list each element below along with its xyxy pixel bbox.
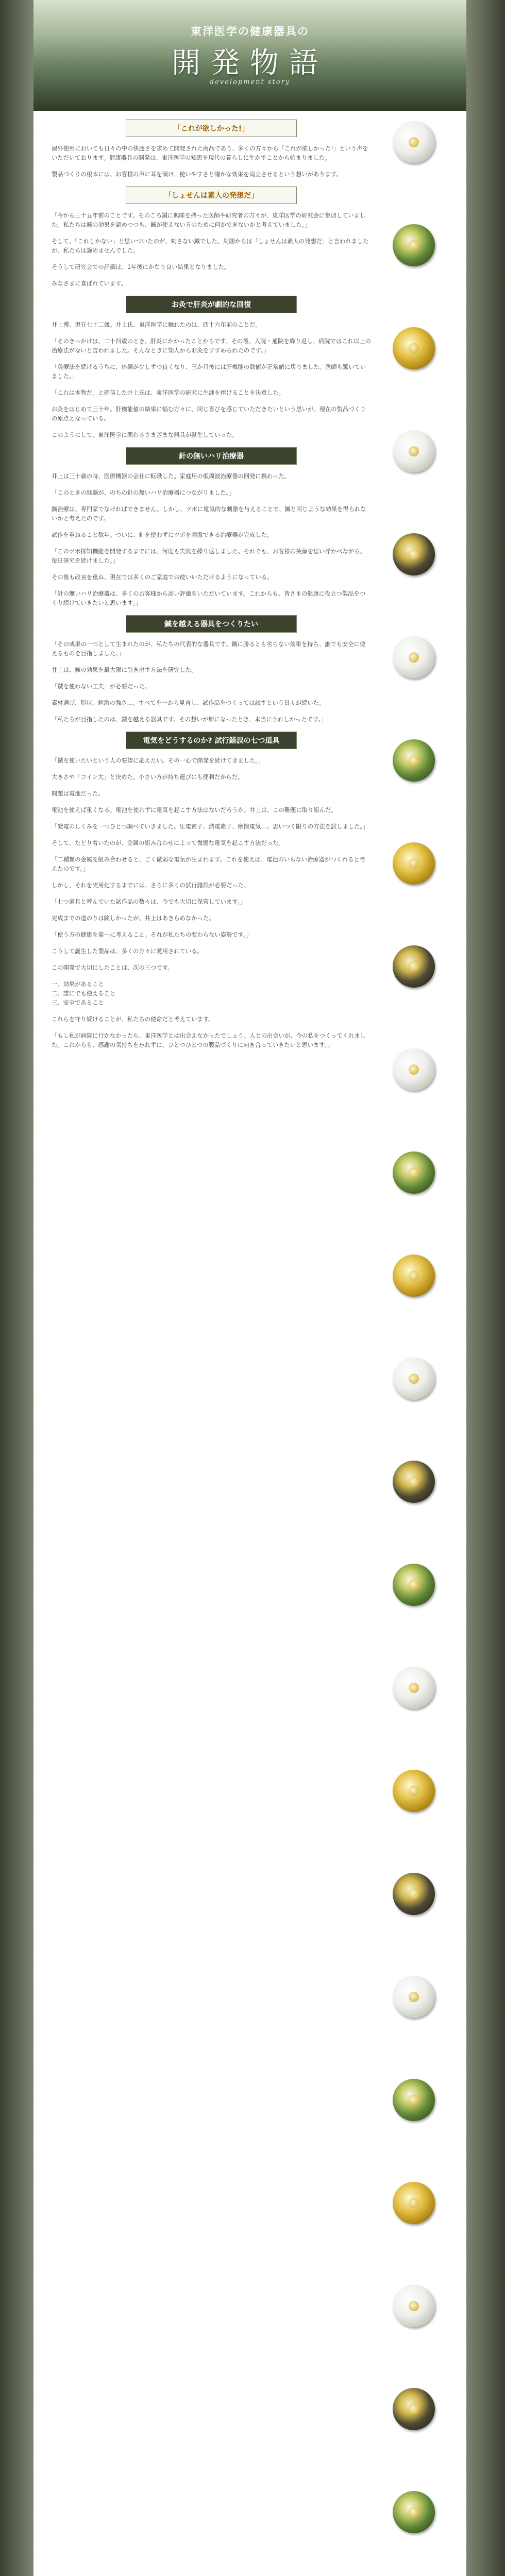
product-center-stud	[409, 2095, 419, 2105]
product-center-stud	[409, 1477, 419, 1487]
section-paragraph: 屋外使用においても日々の中の快適さを求めて開発された商品であり、多くの方々から「これが欲しかった!」という声をいただいております。健康器具の開発は、東洋医学の知恵を現代の暮らしに生かすことから始まりました。	[52, 145, 368, 161]
product-image	[393, 1667, 435, 1709]
section-paragraph: 「このツボ探知機能を開発するまでには、何度も失敗を繰り返しました。それでも、お客様の笑顔を思い浮かべながら、毎日研究を続けました。」	[52, 548, 366, 564]
section-paragraph: みなさまに喜ばれています。	[52, 280, 127, 287]
product-image	[393, 1255, 435, 1297]
product-center-stud	[409, 2301, 419, 2311]
product-image	[393, 1358, 435, 1400]
product-image	[393, 842, 435, 885]
section-paragraph: 「鍼を使わない工夫」が必要だった。	[52, 683, 151, 690]
product-image	[393, 1048, 435, 1091]
product-image	[393, 739, 435, 782]
product-center-stud	[409, 137, 419, 147]
section-paragraph: 「針の無いハリ治療器は、多くのお客様から高い評価をいただいています。これからも、皆さまの健康に役立つ製品をつくり続けていきたいと思います。」	[52, 590, 366, 606]
section-paragraph: 製品づくりの根本には、お客様の声に耳を傾け、使いやすさと確かな効果を両立させるという想いがあります。	[52, 171, 342, 178]
product-image	[393, 327, 435, 369]
section-paragraph: 試作を重ねること数年。ついに、針を使わずにツボを刺激できる治療器が完成した。	[52, 532, 273, 538]
section-paragraph: 一、効果があること 二、誰にでも使えること 三、安全であること	[52, 981, 116, 1006]
section-paragraph: そうして研究会での評価は、1年後にかなり良い結果となりました。	[52, 264, 230, 270]
product-center-stud	[409, 1889, 419, 1899]
article-body	[52, 112, 371, 2576]
section-paragraph: 「七つ道具と呼んでいた試作品の数々は、今でも大切に保管しています。」	[52, 899, 246, 905]
right-decorative-band	[466, 0, 505, 2576]
header-subtitle: 東洋医学の健康器具の	[191, 25, 309, 38]
section-paragraph: 素材選び、形状、刺激の強さ…。すべてを一から見直し、試作品をつくっては試すという日々が続いた。	[52, 700, 325, 706]
section-paragraph: しかし、それを実用化するまでには、さらに多くの試行錯誤が必要だった。	[52, 882, 250, 889]
product-center-stud	[409, 2404, 419, 2414]
section-heading: 鍼を越える器具をつくりたい	[126, 615, 297, 633]
product-center-stud	[409, 240, 419, 250]
product-center-stud	[409, 1580, 419, 1590]
section-heading: 「これが欲しかった!」	[126, 120, 297, 137]
product-center-stud	[409, 1786, 419, 1796]
section-heading: 電気をどうするのか? 試行錯誤の七つ道具	[126, 732, 297, 749]
section-paragraph: 井上博、現在七十二歳。井上氏、東洋医学に触れたのは、四十六年前のことだ。	[52, 321, 261, 328]
product-image	[393, 2182, 435, 2224]
product-center-stud	[409, 2507, 419, 2517]
section-paragraph: これらを守り続けることが、私たちの使命だと考えています。	[52, 1016, 214, 1023]
product-image	[393, 1151, 435, 1194]
product-center-stud	[409, 1374, 419, 1384]
section-heading: お灸で肝炎が劇的な回復	[126, 296, 297, 313]
product-center-stud	[409, 446, 419, 456]
section-paragraph: 「発電のしくみを一つひとつ調べていきました。圧電素子、熱電素子、摩擦電気…。思いつく限りの方法を試しました。」	[52, 823, 369, 830]
product-image	[393, 945, 435, 988]
product-center-stud	[409, 755, 419, 766]
section-paragraph: 「その成果の一つとして生まれたのが、私たちの代表的な器具です。鍼に勝るとも劣らない効果を持ち、誰でも安全に使えるものを目指しました。」	[52, 641, 366, 657]
section-paragraph: 「そのきっかけは、二十四歳のとき、肝炎にかかったことからです。その後、入院・通院を繰り返し、病院ではこれ以上の治療法がないと言われました。そんなときに知人からお灸をすすめられたのです。」	[52, 338, 371, 354]
product-center-stud	[409, 652, 419, 663]
section-paragraph: 「もし私が病院に行かなかったら、東洋医学とは出会えなかったでしょう。人との出会いが、今の私をつくってくれました。これからも、感謝の気持ちを忘れずに、ひとつひとつの製品づくりに向き合っていきたいと思います。」	[52, 1032, 366, 1048]
product-center-stud	[409, 858, 419, 869]
product-image	[393, 121, 435, 163]
product-center-stud	[409, 1064, 419, 1075]
product-center-stud	[409, 2198, 419, 2208]
section-paragraph: このようにして、東洋医学に関わるさまざまな器具が誕生していった。	[52, 432, 238, 438]
product-center-stud	[409, 1167, 419, 1178]
product-center-stud	[409, 1992, 419, 2002]
product-image	[393, 1873, 435, 1915]
product-image	[393, 533, 435, 575]
section-paragraph: 「使う方の健康を第一に考えること。それが私たちの変わらない姿勢です。」	[52, 931, 252, 938]
header-english-subtitle: development story	[209, 78, 291, 86]
product-center-stud	[409, 549, 419, 560]
section-paragraph: 大きさや「コイン大」と決めた。小さい方が持ち運びにも便利だからだ。	[52, 774, 244, 781]
section-paragraph: お灸をはじめて三十年。肝機能値の結果に悩む方々に、同じ喜びを感じていただきたいという思いが、現在の製品づくりの原点となっている。	[52, 406, 366, 422]
section-paragraph: 「今から三十五年前のことです。そのころ鍼に興味を持った医師や研究者の方々が、東洋医学の研究会に参加していました。私たちは鍼の効果を認めつつも、鍼が使えない方のために何かできないかと考えていました。」	[52, 212, 366, 228]
section-paragraph: 井上は、鍼の効果を最大限に引き出す方法を研究した。	[52, 667, 197, 673]
section-paragraph: 鍼治療は、専門家でなければできません。しかし、ツボに電気的な刺激を与えることで、鍼と同じような効果を得られないかと考えたのです。	[52, 506, 366, 522]
section-paragraph: この開発で大切にしたことは、次の三つです。	[52, 964, 174, 971]
section-heading: 針の無いハリ治療器	[126, 447, 297, 465]
header-title: 開発物語	[172, 46, 328, 80]
section-paragraph: 「灸療法を続けるうちに、体調が少しずつ良くなり、三か月後には肝機能の数値が正常値に戻りました。医師も驚いていました。」	[52, 364, 366, 380]
product-image	[393, 2491, 435, 2533]
product-image	[393, 2388, 435, 2430]
section-paragraph: 問題は電池だった。	[52, 790, 104, 797]
section-paragraph: 「鍼を使いたいという人の要望に応えたい。その一心で開発を続けてきました。」	[52, 757, 264, 764]
product-image	[393, 636, 435, 679]
product-center-stud	[409, 343, 419, 353]
section-paragraph: その後も改良を重ね、現在では多くのご家庭でお使いいただけるようになっている。	[52, 574, 273, 581]
section-paragraph: 「このときの経験が、のちの針の無いハリ治療器につながりました。」	[52, 489, 235, 496]
product-image	[393, 1976, 435, 2018]
section-paragraph: 完成までの道のりは険しかったが、井上はあきらめなかった。	[52, 915, 215, 922]
left-decorative-band	[0, 0, 33, 2576]
section-paragraph: そして、「これしかない」と思いついたのが、刺さない鍼でした。周囲からは「しょせんは素人の発想だ」と言われましたが、私たちは諦めませんでした。	[52, 238, 369, 254]
section-paragraph: こうして誕生した製品は、多くの方々に愛用されている。	[52, 948, 203, 955]
product-image	[393, 1564, 435, 1606]
page-header	[33, 0, 466, 111]
product-image	[393, 430, 435, 472]
product-image	[393, 1461, 435, 1503]
product-image	[393, 224, 435, 266]
section-heading: 「しょせんは素人の発想だ」	[126, 187, 297, 204]
product-image	[393, 1770, 435, 1812]
section-paragraph: 井上は三十歳の時、医療機器の会社に転職した。家庭用の低周波治療器の開発に携わった。	[52, 473, 291, 480]
section-paragraph: 「私たちが目指したのは、鍼を越える器具です。その想いが形になったとき、本当にうれしかったです。」	[52, 716, 327, 723]
section-paragraph: 「これは本物だ」と確信した井上氏は、東洋医学の研究に生涯を捧げることを決意した。	[52, 389, 284, 396]
section-paragraph: そして、たどり着いたのが、金属の組み合わせによって微弱な電気を起こす方法だった。	[52, 840, 284, 846]
section-paragraph: 電池を使えば重くなる。電池を使わずに電気を起こす方法はないだろうか。井上は、この難題に取り組んだ。	[52, 807, 337, 814]
product-center-stud	[409, 961, 419, 972]
section-paragraph: 「二種類の金属を組み合わせると、ごく微弱な電気が生まれます。これを使えば、電池のいらない治療器がつくれると考えたのです。」	[52, 856, 366, 872]
product-image	[393, 2079, 435, 2121]
product-image	[393, 2285, 435, 2327]
product-center-stud	[409, 1683, 419, 1693]
product-center-stud	[409, 1270, 419, 1281]
